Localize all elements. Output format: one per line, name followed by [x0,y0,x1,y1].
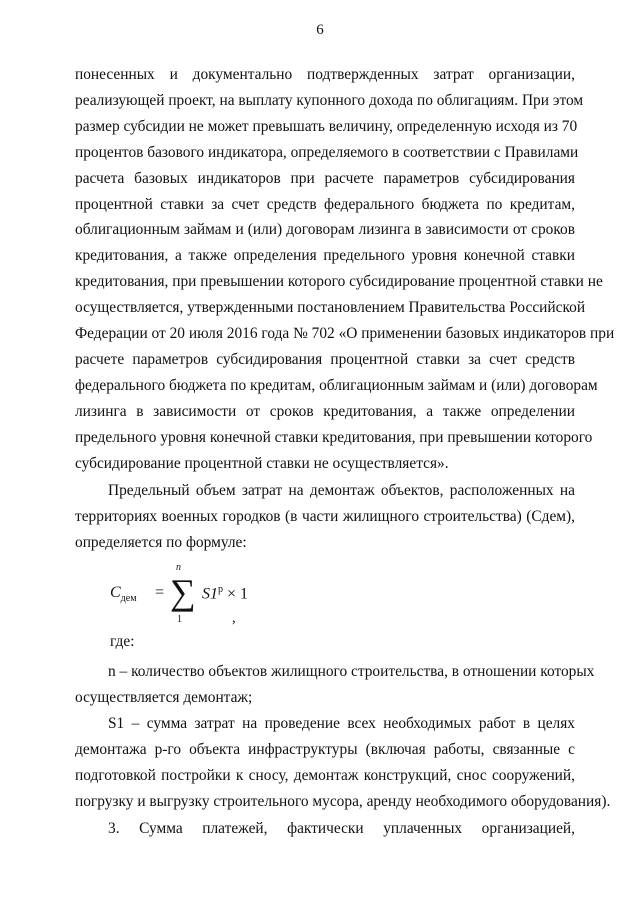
formula-lower-limit: 1 [177,614,182,625]
text-line: территориях военных городков (в части жилищного строительства) (Cдем), [75,507,575,525]
formula-lhs: $C_{дем}$ [110,584,137,605]
sigma-symbol: ∑ [170,572,196,612]
text-line: облигационным займам и (или) договорам лизинга в зависимости от сроков [75,221,575,239]
text-line: определяется по формуле: [75,533,247,551]
text-line: процентов базового индикатора, определяемого в соответствии с Правилами [75,143,579,161]
text-line: размер субсидии не может превышать величину, определенную исходя из 70 [75,117,578,135]
text-line: предельного уровня конечной ставки кредитования, при превышении которого [75,428,593,446]
text-line: реализующей проект, на выплату купонного дохода по облигациям. При этом [75,91,584,109]
text-line: понесенных и документально подтвержденных затрат организации, [75,66,575,83]
formula-rhs: $S1^p \times 1$ [202,584,249,603]
where-label: где: [110,633,135,650]
paragraph-3 [75,659,595,711]
paragraph-1 [75,62,615,477]
text-line: Предельный объем затрат на демонтаж объектов, расположенных на [108,482,575,499]
text-line: лизинга в зависимости от сроков кредитования, а также определении [75,402,575,420]
text-line: Федерации от 20 июля 2016 года № 702 «О применении базовых индикаторов при [75,325,615,343]
text-line: демонтажа p-го объекта инфраструктуры (включая работы, связанные с [75,740,575,758]
formula [110,562,310,632]
text-line: n – количество объектов жилищного строительства, в отношении которых [108,663,595,680]
text-line: федерального бюджета по кредитам, облигационным займам и (или) договорам [75,376,598,394]
formula-comma: , [232,610,236,626]
text-line: осуществляется, утвержденными постановлением Правительства Российской [75,299,586,317]
paragraph-5 [75,816,575,842]
text-line: подготовкой постройки к сносу, демонтаж конструкций, снос сооружений, [75,766,575,784]
text-line: процентной ставки за счет средств федерального бюджета по кредитам, [75,195,575,213]
paragraph-4 [75,711,611,815]
text-line: осуществляется демонтаж; [75,688,253,706]
paragraph-2 [75,478,575,556]
text-line: расчета базовых индикаторов при расчете параметров субсидирования [75,169,575,187]
text-line: кредитования, при превышении которого субсидирование процентной ставки не [75,273,603,291]
formula-upper-limit: n [176,562,181,573]
text-line: расчете параметров субсидирования процентной ставки за счет средств [75,350,575,368]
page-number: 6 [316,22,324,38]
text-line: кредитования, а также определения предельного уровня конечной ставки [75,247,575,265]
formula-equals: = [155,584,165,601]
text-line: субсидирование процентной ставки не осуществляется». [75,454,449,472]
text-line: погрузку и выгрузку строительного мусора, аренду необходимого оборудования). [75,792,611,810]
text-line: 3. Сумма платежей, фактически уплаченных организацией, [108,820,575,837]
text-line: S1 – сумма затрат на проведение всех необходимых работ в целях [108,715,575,732]
